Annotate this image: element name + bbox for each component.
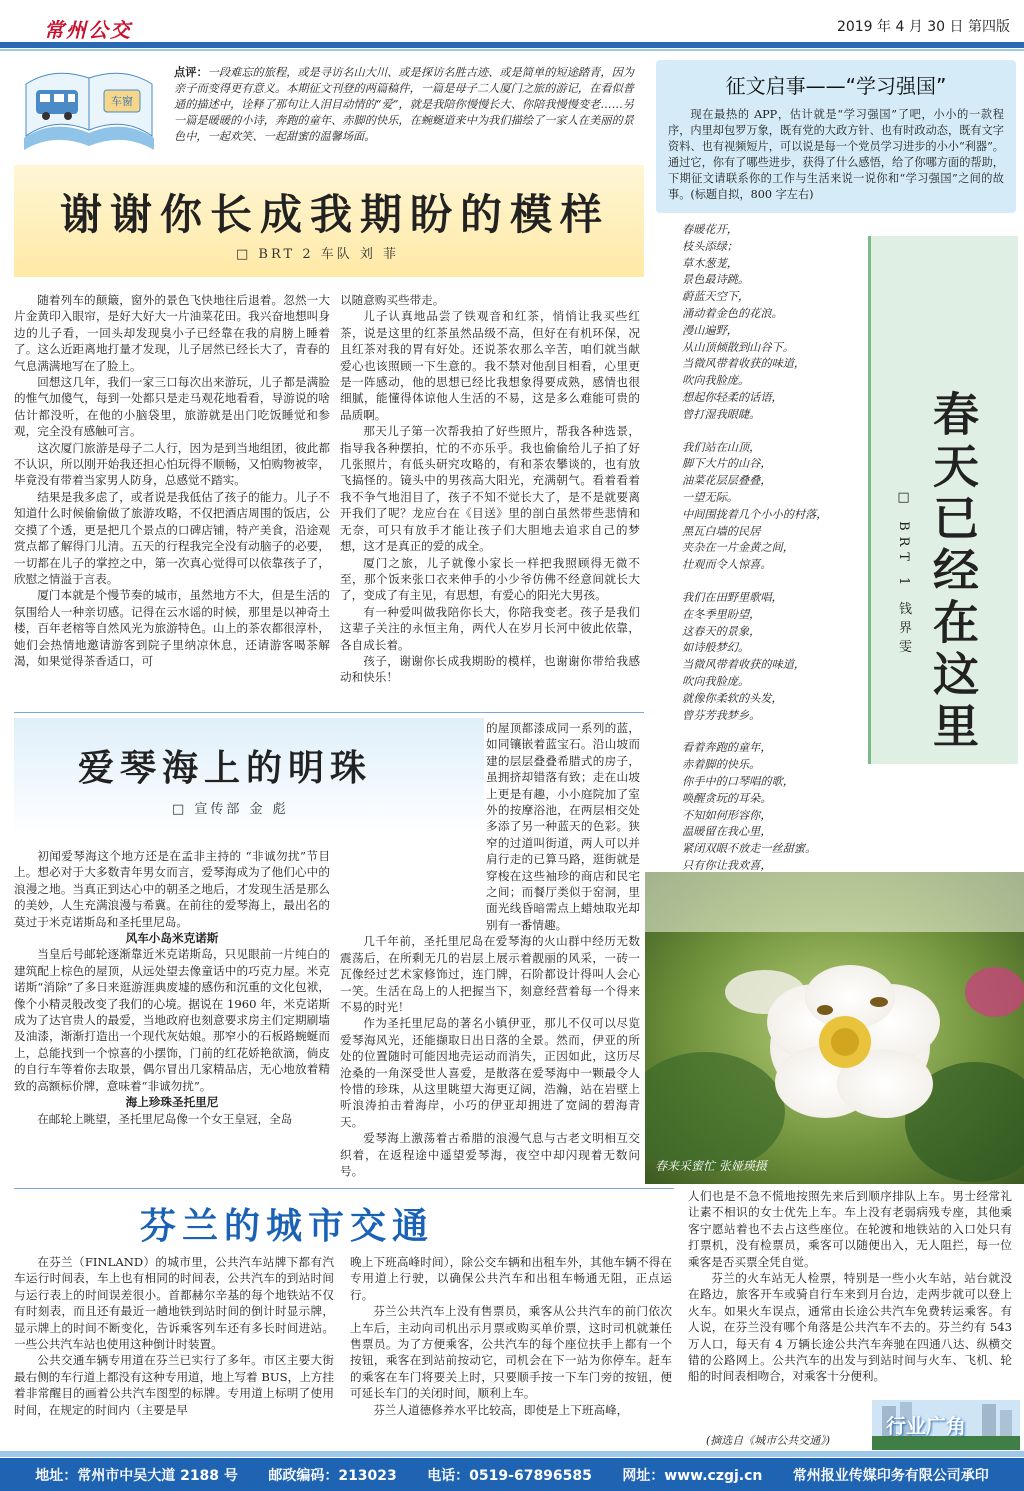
paragraph: 人们也是不急不慌地按照先来后到顺序排队上车。男士经常礼让素不相识的女士优先上车。车上没有老弱病残专座，其他乘客宁愿站着也不去占这些座位。在轮渡和地铁站的入口处只有打票机，没有检票员，乘客可以随便出入，无人阻拦，每一位乘客是否买票全凭自觉。 [688,1189,1012,1269]
paragraph: 回想这几年，我们一家三口每次出来游玩，儿子都是满脸的惟气加傻气，每到一处都只是走马观花地看看，导游说的啥估计都没听，在他的小脑袋里，旅游就是出门吃饭睡觉和参观，完全没有感触可言。 [14,375,330,439]
footer-postcode: 邮政编码：213023 [268,1467,397,1484]
article3-title: 芬兰的城市交通 [140,1206,435,1247]
article2-column-2 [340,720,640,1179]
paragraph: 孩子，谢谢你长成我期盼的模样，也谢谢你带给我感动和快乐！ [340,653,640,685]
poem-stanza [682,590,872,724]
footer-printer: 常州报业传媒印务有限公司承印 [792,1467,989,1484]
paragraph: 随着列车的颠簸，窗外的景色飞快地往后退着。忽然一大片金黄印入眼帘，是好大好大一片油菜花田。我兴奋地想叫身边的儿子看，一回头却发现臭小子已经靠在我的肩膀上睡着了。这么近距离地打量才发现，儿子居然已经长大了，青春的气息满满地写在了脸上。 [14,293,330,373]
poem-line: 你手中的口琴唱的歌， [682,774,794,788]
photo-caption: 春来采蜜忙 张娅瑛摄 [655,1159,767,1173]
article3-column-2 [350,1254,672,1418]
poem-line: 紧闭双眼不放走一丝甜蜜。 [682,842,817,856]
footer-website[interactable]: 网址：www.czgj.cn [622,1467,763,1484]
poem-line: 蔚蓝天空下， [682,290,750,304]
poem-title: 春天已经在这里 [926,390,980,754]
bus-book-illustration [14,58,164,158]
svg-text:车窗: 车窗 [111,95,133,108]
notice-body: 现在最热的 APP，估计就是“学习强国”了吧，小小的一款程序，内里却包罗万象，既有党的大政方针、也有时政动态，既有文字资料、也有视频短片，可以说是每一个党员学习进步的小小“利器”。通过它，你有了哪些进步，获得了什么感悟，给了你哪方面的帮助，下期征文请联系你的工作与生活来说一说你和“学习强国”之间的故事。(标题自拟，800 字左右) [668,108,1004,201]
poem-line: 我们站在山顶， [682,440,761,454]
footer-rule [0,1451,1024,1457]
header-rule [0,42,1024,48]
poem-line: 景色最诗跳。 [682,273,750,287]
paragraph: 当皇后号邮轮逐渐靠近米克诺斯岛，只见眼前一片纯白的建筑配上棕色的屋顶，从远处望去像童话中的巧克力屋。米克诺斯“消除”了多日来逛游涯典废墟的感伤和沉重的文化包袱，像个小精灵般改变了我们的心境。据说在 1960 年，米克诺斯成为了达官贵人的最爱，当地政府也刻意要求房主们定期刷墙及油漆，渐渐打造出一个现代灰姑娘。那窄小的石板路蜿蜒而上，总能找到一个惊喜的小摆饰，门前的红花娇艳欲滴，倘皮的自行车等着你去取景，偶尔冒出几家精品店，无心地放着精致的高额标价牌，意味着“非诚勿扰”。 [14,947,330,1093]
header-rule-light [0,49,1024,51]
poem-stanza [682,440,872,574]
poem-line: 枝头添绿； [682,239,738,253]
poem-line: 漫山遍野， [682,323,738,337]
paragraph: 厦门之旅，儿子就像小家长一样把我照顾得无微不至，那个饭来张口衣来伸手的小少爷仿佛不经意间就长大了，变成了有主见，有思想，有爱心的阳光大男孩。 [340,555,640,603]
paragraph: 那天儿子第一次帮我拍了好些照片，帮我各种选景，指导我各种摆拍，忙的不亦乐乎。我也偷偷给儿子拍了好几张照片，有低头研究攻略的，有和茶农攀谈的，也有放飞搞怪的。镜头中的男孩高大阳光，充满朝气。看着看着我不争气地泪目了，孩子不知不觉长大了，是不是就要离开我们了呢？龙应台在《目送》里的剖白虽然带些悲情和无奈，可只有放手才能让孩子们大胆地去追求自己的梦想，这才是真正的爱的成全。 [340,424,640,554]
poem-line: 温暖留在我心里， [682,825,772,839]
poem-line: 黑瓦白墙的民居 [682,524,761,538]
article3-source: (摘选自《城市公共交通》) [706,1434,831,1447]
poem-line: 吹向我脸庞。 [682,374,750,388]
comment-label: 点评： [174,65,208,79]
poem-line: 想起你轻柔的话语， [682,390,783,404]
section-divider [14,1188,674,1189]
paragraph: 有一种爱叫做我陪你长大，你陪我变老。孩子是我们这辈子关注的永恒主角，两代人在岁月长河中彼此依靠，各自成长着。 [340,604,640,652]
paragraph: 的屋顶都漆成同一系列的蓝，如同镶嵌着蓝宝石。沿山坡而建的层层叠叠希腊式的房子，虽拥挤却错落有致；走在山坡上更是有趣，小小庭院加了室外的按摩浴池，在两层相交处多添了另一种蓝天的色彩。狭窄的过道叫街道，两人可以并肩行走的已算马路，逛街就是穿梭在这些袖珍的商店和民宅之间；而餐厅类似于窑洞，里面光线昏暗需点上蜡烛取光却别有一番情趣。 [486,721,640,932]
poem-line: 只有你让我欢喜， [682,858,772,872]
poem-line: 曾打湿我眼睫。 [682,407,761,421]
poem-stanza [682,222,872,424]
paragraph: 在芬兰（FINLAND）的城市里，公共汽车站牌下都有汽车运行时间表，车上也有相同的时间表，公共汽车的到站时间与运行表上的时间误差很小。首都赫尔辛基的每个地铁站不仅有时刻表，而且还有最近一趟地铁到站时间的倒计时显示牌，显示牌上的时间不断变化，告诉乘客列车还有多长时间进站。一些公共汽车站也使用这种倒计时装置。 [14,1255,334,1352]
comment-text: 一段难忘的旅程，或是寻访名山大川、或是探访名胜古迹、或是简单的短途踏青，因为亲子而变得更有意义。本期征文刊登的两篇稿件，一篇是母子二人厦门之旅的游记，在看似普通的描述中，诠释了那句让人泪目动情的“爱”，就是我陪你慢慢长大、你陪我慢慢变老……另一篇是暖暖的小诗，奔跑的童年、赤脚的快乐，在蜿蜒道来中为我们描绘了一家人在美丽的景色中，一起欢笑、一起甜蜜的温馨场面。 [174,66,634,143]
poem-line: 就像你柔软的头发， [682,691,783,705]
article1-title: 谢谢你长成我期盼的模样 [60,190,611,239]
paragraph: 芬兰人道德修养水平比较高，即使是上下班高峰， [373,1402,629,1417]
poem-line: 赤着脚的快乐。 [682,758,761,772]
paragraph: 晚上下班高峰时间），除公交车辆和出租车外，其他车辆不得在专用道上行驶，以确保公共汽车和出租车畅通无阻，正点运行。 [350,1255,672,1302]
poem-stanza [682,740,872,891]
article1-column-1 [14,292,330,669]
poem-line: 看着奔跑的童年， [682,741,772,755]
paragraph: 爱琴海上激荡着古希腊的浪漫气息与古老文明相互交织着，在返程途中遥望爱琴海，夜空中却闪现着无数问号。 [340,1131,640,1178]
editor-comment [174,64,634,145]
poem-line: 中间围拢着几个小小的村落， [682,507,828,521]
paragraph: 厦门本就是个慢节奏的城市，虽然地方不大，但是生活的氛围给人一种亲切感。记得在云水谣的时候，那里是以神奇土楼，百年老榕等自然风光为旅游特色。山上的茶农都很淳朴，她们会热情地邀请游客到院子里纳凉休息，还请游客喝茶解渴，如果觉得茶香适口，可 [14,588,330,668]
poem-line: 草木葱茏， [682,256,738,270]
industry-badge [872,1400,1020,1450]
article3-column-1 [14,1254,334,1418]
poem-line: 当微风带着收获的味道， [682,658,806,672]
poem-line: 我们在田野里歌唱， [682,590,783,604]
paragraph: 几千年前，圣托里尼岛在爱琴海的火山群中经历无数震荡后，在所剩无几的岩层上展示着靓丽的风采，一砖一瓦像经过艺术家修饰过，连门牌，石阶都设计得叫人会心一笑。生活在岛上的人把握当下，刻意经营着每一个得来不易的时光！ [340,934,640,1014]
notice-title: 征文启事——“学习强国” [725,74,947,98]
paragraph: 芬兰的火车站无人检票，特别是一些小火车站，站台就没在路边，旅客开车或骑自行车来到月台边，走两步就可以登上火车。如果火车误点，通常由长途公共汽车免费转运乘客。有人说，在芬兰没有哪个角落是公共汽车不去的。芬兰约有 543 万人口，每天有 4 万辆长途公共汽车奔驰在四通八达、纵横交错的公路网上。公共汽车的出发与到站时间与火车、飞机、轮船的时间表相吻合，对乘客十分便利。 [688,1271,1012,1384]
poem-line: 吹向我脸庞。 [682,674,750,688]
poem-line: 涌动着金色的花浪。 [682,306,783,320]
poem-byline: □ BRT 1 钱界雯 [896,490,911,659]
footer-phone: 电话：0519-67896585 [427,1467,592,1484]
poem-line: 在冬季里盼望， [682,607,761,621]
poem-line: 壮观而令人惊喜。 [682,558,772,572]
poem-line: 唤醒贪玩的耳朵。 [682,791,772,805]
paragraph: 结果是我多虑了，或者说是我低估了孩子的能力。儿子不知道什么时候偷偷做了旅游攻略，不仅把酒店周围的饭店，公交摸了个透，更是把几个景点的口碑店铺，特产美食，沿途观赏点都了解得门儿清。五天的行程我完全没有动脑子的必要，一切都在儿子的掌控之中，第一次真心觉得可以依靠孩子了，欣慰之情溢于言表。 [14,489,330,586]
paragraph: 初闻爱琴海这个地方还是在孟非主持的 “非诚勿扰”节目上。想必对于大多数青年男女而言，爱琴海成为了他们心中的浪漫之地。当真正到达心中的朝圣之地后，才发现生活是那么的美妙，人生充满浪漫与希冀。在前往的爱琴海上，最出名的莫过于米克诺斯岛和圣托里尼岛。 [14,849,330,929]
paragraph: 在邮轮上眺望，圣托里尼岛像一个女王皇冠，全岛 [37,1111,293,1126]
peony-photo [645,872,1024,1184]
paragraph: 芬兰公共汽车上没有售票员，乘客从公共汽车的前门依次上车后，主动向司机出示月票或购买单价票，这时司机就兼任售票员。为了方便乘客，公共汽车的每个座位扶手上都有一个按钮，乘客在到站前按动它，司机会在下一站为你停车。赶车的乘客在车门将要关上时，只要顺手按一下车门旁的按钮，便可延长车门的关闭时间，顺利上车。 [350,1304,672,1401]
essay-call-notice [656,60,1016,213]
poem-line: 曾芬芳我梦乡。 [682,708,761,722]
poem-line: 夹杂在一片金黄之间， [682,541,794,555]
newspaper-logo: 常州公交 [44,18,132,42]
poem-line: 一望无际。 [682,490,738,504]
footer-bar [0,1458,1024,1491]
subheading: 风车小岛米克诺斯 [125,931,219,946]
poem-line: 从山顶倾散到山谷下。 [682,340,794,354]
industry-badge-label: 行业广角 [886,1414,966,1438]
poem-line: 这春天的景象， [682,624,761,638]
paragraph: 公共交通车辆专用道在芬兰已实行了多年。市区主要大街最右侧的车行道上都没有这种专用道，地上写着 BUS，上方挂着非常醒目的画着公共汽车图型的标牌。专用道上标明了使用时间，在规定的时间内（主要是早 [14,1353,334,1417]
article1-byline: □ BRT 2 车队 刘 菲 [236,247,399,262]
poem-body [682,222,872,907]
article2-column-1 [14,848,330,1127]
article2-byline: □ 宣传部 金 彪 [172,802,289,817]
paragraph: 作为圣托里尼岛的著名小镇伊亚，那儿不仅可以尽览爱琴海风光，还能撷取日出日落的全景。然而，伊亚的所处的位置随时可能因地壳运动而消失，正因如此，这历尽沧桑的一角深受世人喜爱，是散落在爱琴海中一颗最令人怜惜的珍珠，从这里眺望大海更辽阔，浩瀚，站在岩壁上听浪涛拍击着海岸，小巧的伊亚却拥进了宽阔的碧海青天。 [340,1016,640,1129]
poem-line: 油菜花层层叠叠， [682,474,772,488]
footer-address: 地址：常州市中吴大道 2188 号 [35,1467,238,1484]
article3-column-3 [688,1188,1012,1385]
article2-title: 爱琴海上的明珠 [78,748,373,789]
article1-column-2 [340,292,640,686]
poem-line: 脚下大片的山谷， [682,457,772,471]
paragraph: 儿子认真地品尝了铁观音和红茶，悄悄让我买些红茶，说是这里的红茶虽然品级不高，但好在有机环保，况且红茶对我的胃有好处。还说茶农那么辛苦，咱们就当献爱心也该照顾一下生意的。我不禁对他刮目相看，心里更是一阵感动，他的思想已经比我想象得要成熟，感情也很细腻，能懂得体谅他人生活的不易，这是多么难能可贵的品质啊。 [340,309,640,422]
poem-line: 春暖花开， [682,223,738,236]
paragraph: 以随意购买些带走。 [340,293,445,307]
poem-line: 不知如何形容你， [682,808,772,822]
section-divider [14,712,644,713]
poem-line: 当微风带着收获的味道， [682,357,806,371]
issue-date: 2019 年 4 月 30 日 第四版 [836,19,1010,35]
subheading: 海上珍珠圣托里尼 [125,1095,219,1110]
poem-line: 如诗般梦幻。 [682,641,750,655]
paragraph: 这次厦门旅游是母子二人行，因为是到当地组团，彼此都不认识，所以刚开始我还担心怕玩得不顺畅，又怕购物被宰，毕竟没有带着当家男人防身，总感觉不踏实。 [14,440,330,488]
